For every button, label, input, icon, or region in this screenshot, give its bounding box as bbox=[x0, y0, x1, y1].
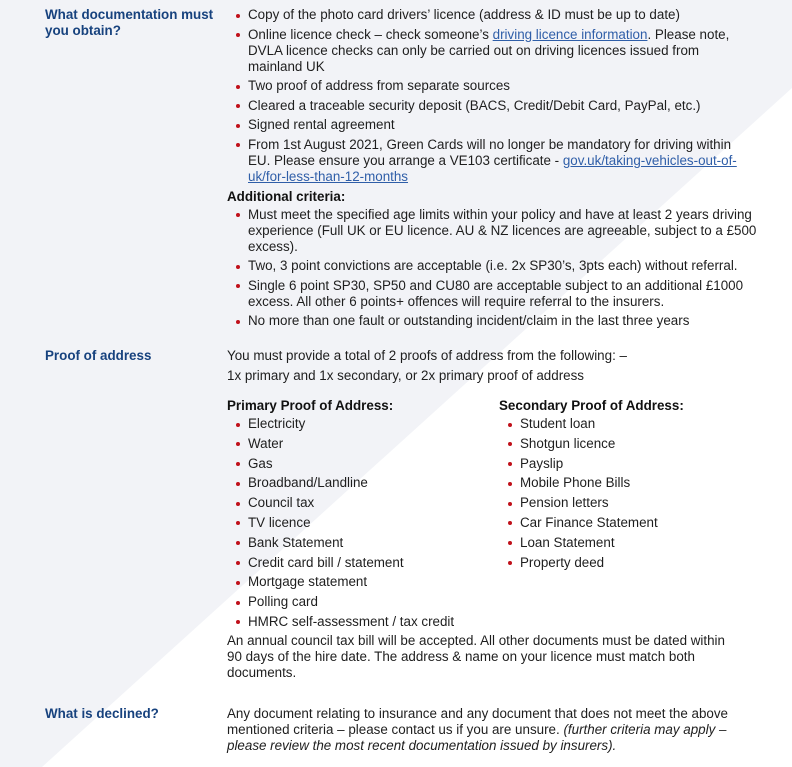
primary-proof-list bbox=[227, 416, 487, 630]
proof-columns bbox=[227, 398, 757, 630]
proof-intro-line1: You must provide a total of 2 proofs of address from the following: – bbox=[227, 348, 627, 363]
list-item: Mobile Phone Bills bbox=[520, 475, 749, 491]
list-item: Broadband/Landline bbox=[248, 475, 487, 491]
documentation-list bbox=[227, 7, 757, 185]
list-item: From 1st August 2021, Green Cards will no longer be mandatory for driving within EU. Please ensure you arrange a VE103 certificate - gov.uk/taking-vehicles-out-of-uk/for-less-than-12-months bbox=[248, 137, 757, 185]
list-item: Mortgage statement bbox=[248, 574, 487, 590]
additional-criteria-heading: Additional criteria: bbox=[227, 188, 346, 204]
list-item: No more than one fault or outstanding incident/claim in the last three years bbox=[248, 313, 757, 329]
list-item: Council tax bbox=[248, 495, 487, 511]
secondary-proof-heading: Secondary Proof of Address: bbox=[499, 398, 684, 413]
list-item: Property deed bbox=[520, 555, 749, 571]
list-item: Cleared a traceable security deposit (BACS, Credit/Debit Card, PayPal, etc.) bbox=[248, 98, 757, 114]
list-item: Credit card bill / statement bbox=[248, 555, 487, 571]
list-item: Gas bbox=[248, 456, 487, 472]
list-item: Signed rental agreement bbox=[248, 117, 757, 133]
list-item: Shotgun licence bbox=[520, 436, 749, 452]
secondary-proof-list bbox=[499, 416, 749, 571]
list-item: Pension letters bbox=[520, 495, 749, 511]
list-item: Polling card bbox=[248, 594, 487, 610]
proof-note: An annual council tax bill will be accepted. All other documents must be dated within 90 days of the hire date. The address & name on your licence must match both documents. bbox=[227, 633, 725, 680]
list-item: Electricity bbox=[248, 416, 487, 432]
declined-label: What is declined? bbox=[45, 706, 159, 721]
primary-proof-heading: Primary Proof of Address: bbox=[227, 398, 394, 413]
gov-uk-vehicles-link[interactable]: gov.uk/taking-vehicles-out-of-uk/for-less-than-12-months bbox=[248, 152, 737, 184]
proof-of-address-label: Proof of address bbox=[45, 348, 152, 363]
additional-criteria-list bbox=[227, 207, 757, 330]
list-item: Student loan bbox=[520, 416, 749, 432]
list-item: HMRC self-assessment / tax credit bbox=[248, 614, 487, 630]
declined-text: Any document relating to insurance and any document that does not meet the above mentioned criteria – please contact us if you are unsure. bbox=[227, 706, 728, 737]
list-item: Must meet the specified age limits within your policy and have at least 2 years driving experience (Full UK or EU licence. AU & NZ licences are agreeable, subject to a £500 excess). bbox=[248, 206, 757, 254]
list-item: Single 6 point SP30, SP50 and CU80 are acceptable subject to an additional £1000 excess. All other 6 points+ offences will require referral to the insurers. bbox=[248, 278, 757, 310]
primary-proof-column bbox=[227, 398, 487, 634]
list-item: Bank Statement bbox=[248, 535, 487, 551]
declined-content bbox=[227, 706, 742, 754]
list-item: Two proof of address from separate sources bbox=[248, 78, 757, 94]
list-item: Water bbox=[248, 436, 487, 452]
list-item: Two, 3 point convictions are acceptable (i.e. 2x SP30’s, 3pts each) without referral. bbox=[248, 258, 757, 274]
list-item: Car Finance Statement bbox=[520, 515, 749, 531]
list-item: Payslip bbox=[520, 456, 749, 472]
proof-of-address-content bbox=[227, 348, 757, 681]
list-item: Copy of the photo card drivers’ licence (address & ID must be up to date) bbox=[248, 7, 757, 23]
secondary-proof-column bbox=[499, 398, 749, 574]
documentation-content bbox=[227, 7, 757, 333]
driving-licence-info-link[interactable]: driving licence information bbox=[492, 26, 648, 42]
list-item: TV licence bbox=[248, 515, 487, 531]
list-item: Loan Statement bbox=[520, 535, 749, 551]
list-item: Online licence check – check someone’s driving licence information. Please note, DVLA licence checks can only be carried out on driving licences issued from mainland UK bbox=[248, 27, 757, 75]
declined-italic-note: (further criteria may apply – please review the most recent documentation issued by insurers). bbox=[227, 722, 727, 753]
proof-intro-line2: 1x primary and 1x secondary, or 2x primary proof of address bbox=[227, 368, 584, 383]
documentation-label: What documentation must you obtain? bbox=[45, 7, 214, 38]
